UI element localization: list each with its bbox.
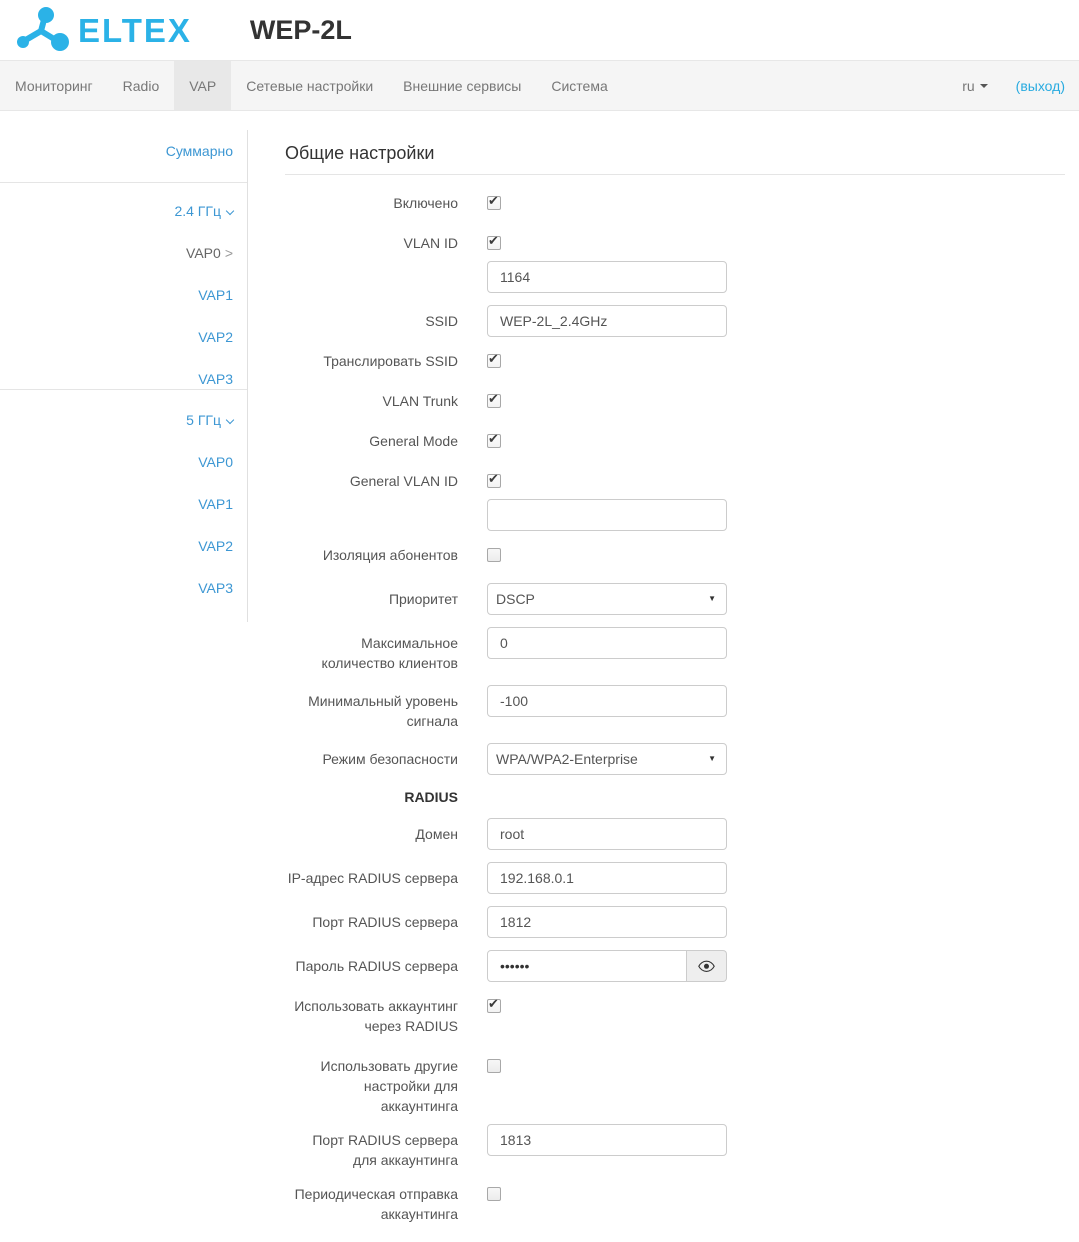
- field-label-min-signal: Минимальный уровень сигнала: [308, 693, 458, 729]
- app-header: [0, 0, 1079, 60]
- field-control: [487, 743, 727, 775]
- form-row-general-vlan-id: [285, 469, 1065, 491]
- language-dropdown[interactable]: [962, 78, 987, 94]
- nav-tabs: [0, 61, 623, 110]
- tab-system[interactable]: Система: [551, 77, 608, 94]
- select-caret-icon: ▼: [708, 594, 716, 603]
- field-control: [487, 950, 727, 982]
- text-input-general-vlan-id-value[interactable]: [487, 499, 727, 531]
- checkmark-icon: ✔: [488, 193, 499, 209]
- checkbox-enabled[interactable]: [487, 193, 501, 210]
- sidebar-item-vap1-5ghz[interactable]: [0, 494, 247, 514]
- form-row-domain: [285, 818, 1065, 850]
- password-input-radius-password[interactable]: [487, 950, 687, 982]
- form-row-radius-password: [285, 950, 1065, 982]
- field-label-radius-server-ip: IP-адрес RADIUS сервера: [287, 870, 458, 886]
- field-label-priority: Приоритет: [388, 591, 458, 607]
- sidebar-group-label: 2.4 ГГц: [174, 203, 221, 219]
- sidebar-item-label: VAP3: [198, 371, 233, 387]
- password-group: [487, 950, 727, 982]
- field-control: [487, 193, 501, 213]
- sidebar-item-label: VAP1: [198, 287, 233, 303]
- field-label-general-vlan-id: General VLAN ID: [349, 473, 458, 489]
- sidebar-item-label: VAP0: [186, 245, 221, 261]
- form-row-accounting-other-settings: [285, 1054, 1065, 1116]
- text-input-domain[interactable]: [487, 818, 727, 850]
- field-control: [487, 1056, 501, 1116]
- sidebar-group-header-2-4ghz[interactable]: [0, 201, 247, 221]
- vap-sidebar: [0, 130, 248, 622]
- brand-name: ELTEX: [78, 11, 192, 49]
- section-label-radius-section: RADIUS: [404, 789, 458, 805]
- field-control: [487, 1184, 501, 1224]
- form-row-general-vlan-id-value: [285, 499, 1065, 531]
- tab-vap[interactable]: VAP: [174, 61, 231, 110]
- checkbox-periodic-accounting[interactable]: [487, 1187, 501, 1201]
- chevron-right-icon: >: [224, 245, 233, 261]
- checkmark-icon: ✔: [488, 233, 499, 249]
- select-caret-icon: ▼: [708, 754, 716, 763]
- tab-radio[interactable]: Radio: [122, 77, 160, 94]
- form-row-vlan-id-value: [285, 261, 1065, 293]
- checkbox-accounting-other-settings[interactable]: [487, 1059, 501, 1073]
- field-label-vlan-trunk: VLAN Trunk: [382, 393, 458, 409]
- field-label-radius-accounting: Использовать аккаунтинг через RADIUS: [294, 998, 458, 1034]
- checkbox-broadcast-ssid[interactable]: [487, 351, 501, 368]
- field-label-accounting-other-settings: Использовать другие настройки для аккаунтинга: [320, 1058, 458, 1114]
- select-security-mode[interactable]: [487, 743, 727, 775]
- form-row-radius-server-port: [285, 906, 1065, 938]
- language-label: ru: [962, 77, 975, 94]
- logout-link[interactable]: (выход): [1015, 77, 1065, 94]
- form-row-accounting-port: [285, 1124, 1065, 1170]
- page-layout: [0, 111, 1079, 1242]
- field-control: [487, 627, 727, 673]
- checkbox-general-mode[interactable]: [487, 431, 501, 448]
- checkbox-radius-accounting[interactable]: [487, 996, 501, 1013]
- field-control: [487, 499, 727, 531]
- sidebar-item-vap3-2-4ghz[interactable]: [0, 369, 247, 389]
- sidebar-group-label: 5 ГГц: [186, 412, 221, 428]
- field-label-general-vlan-id-value: [285, 499, 458, 531]
- form-row-station-isolation: [285, 543, 1065, 565]
- text-input-max-clients[interactable]: [487, 627, 727, 659]
- field-label-radius-password: Пароль RADIUS сервера: [295, 958, 458, 974]
- field-control: [487, 685, 727, 731]
- sidebar-group-2-4ghz: [0, 201, 247, 389]
- field-label-radius-server-port: Порт RADIUS сервера: [312, 914, 458, 930]
- chevron-down-icon: [226, 416, 234, 424]
- show-password-button[interactable]: [687, 950, 727, 982]
- field-label-domain: Домен: [415, 826, 458, 842]
- field-label-accounting-port: Порт RADIUS сервера для аккаунтинга: [312, 1132, 458, 1168]
- form-row-ssid: [285, 305, 1065, 337]
- sidebar-item-label: VAP0: [198, 454, 233, 470]
- navbar-right: [962, 61, 1079, 110]
- sidebar-group-header-5ghz[interactable]: [0, 410, 247, 430]
- field-label-vlan-id-value: [285, 261, 458, 293]
- tab-monitoring[interactable]: Мониторинг: [15, 77, 93, 94]
- field-control: [487, 906, 727, 938]
- checkmark-icon: ✔: [488, 996, 499, 1012]
- field-label-enabled: Включено: [393, 195, 458, 211]
- form-row-general-mode: [285, 429, 1065, 451]
- field-control: [487, 305, 727, 337]
- checkbox-station-isolation[interactable]: [487, 548, 501, 562]
- form-row-radius-server-ip: [285, 862, 1065, 894]
- checkmark-icon: ✔: [488, 351, 499, 367]
- field-label-general-mode: General Mode: [369, 433, 458, 449]
- field-control: [487, 545, 501, 565]
- sidebar-item-vap1-2-4ghz[interactable]: [0, 285, 247, 305]
- sidebar-item-label: VAP2: [198, 538, 233, 554]
- sidebar-item-label: VAP1: [198, 496, 233, 512]
- text-input-accounting-port[interactable]: [487, 1124, 727, 1156]
- form-row-vlan-trunk: [285, 389, 1065, 411]
- field-control: [487, 862, 727, 894]
- field-control: [487, 818, 727, 850]
- form-row-enabled: [285, 191, 1065, 213]
- page-title: Общие настройки: [285, 143, 1065, 175]
- form-row-radius-accounting: [285, 994, 1065, 1036]
- select-priority[interactable]: [487, 583, 727, 615]
- checkmark-icon: ✔: [488, 391, 499, 407]
- form-row-periodic-accounting: [285, 1182, 1065, 1224]
- field-label-station-isolation: Изоляция абонентов: [322, 547, 458, 563]
- sidebar-item-label: VAP3: [198, 580, 233, 596]
- field-control: [487, 996, 501, 1036]
- field-label-periodic-accounting: Периодическая отправка аккаунтинга: [294, 1186, 458, 1222]
- form-row-radius-section: [285, 787, 1065, 807]
- sidebar-item-vap2-5ghz[interactable]: [0, 536, 247, 556]
- caret-down-icon: [980, 84, 988, 88]
- sidebar-item-vap0-2-4ghz[interactable]: [0, 243, 247, 263]
- general-settings-form: [285, 191, 1065, 1224]
- select-wrap: [487, 583, 727, 615]
- checkmark-icon: ✔: [488, 431, 499, 447]
- chevron-down-icon: [226, 207, 234, 215]
- sidebar-item-summary[interactable]: Суммарно: [165, 143, 233, 159]
- checkbox-vlan-id[interactable]: [487, 233, 501, 250]
- main-navbar: [0, 60, 1079, 111]
- form-row-max-clients: [285, 627, 1065, 673]
- form-row-broadcast-ssid: [285, 349, 1065, 371]
- form-row-min-signal: [285, 685, 1065, 731]
- sidebar-divider: [0, 389, 247, 390]
- form-row-priority: [285, 583, 1065, 615]
- text-input-radius-server-ip[interactable]: [487, 862, 727, 894]
- field-control: [487, 431, 501, 451]
- checkbox-general-vlan-id[interactable]: [487, 471, 501, 488]
- eye-icon: [698, 960, 715, 973]
- select-wrap: [487, 743, 727, 775]
- main-content: [248, 111, 1079, 1242]
- checkmark-icon: ✔: [488, 471, 499, 487]
- field-control: [487, 233, 501, 253]
- sidebar-item-vap2-2-4ghz[interactable]: [0, 327, 247, 347]
- field-label-max-clients: Максимальное количество клиентов: [321, 635, 458, 671]
- form-row-vlan-id: [285, 231, 1065, 253]
- field-control: [487, 471, 501, 491]
- field-label-security-mode: Режим безопасности: [322, 751, 458, 767]
- field-control: [487, 583, 727, 615]
- text-input-vlan-id-value[interactable]: [487, 261, 727, 293]
- field-control: [487, 391, 501, 411]
- sidebar-item-vap3-5ghz[interactable]: [0, 578, 247, 598]
- sidebar-item-vap0-5ghz[interactable]: [0, 452, 247, 472]
- field-control: [487, 261, 727, 293]
- field-control: [487, 1124, 727, 1170]
- text-input-min-signal[interactable]: [487, 685, 727, 717]
- tab-external-services[interactable]: Внешние сервисы: [403, 77, 522, 94]
- eltex-logo: [14, 4, 192, 57]
- field-label-ssid: SSID: [425, 313, 458, 329]
- tab-network-settings[interactable]: Сетевые настройки: [246, 77, 374, 94]
- field-label-broadcast-ssid: Транслировать SSID: [323, 353, 458, 369]
- product-title: WEP-2L: [249, 14, 352, 45]
- form-row-security-mode: [285, 743, 1065, 775]
- text-input-radius-server-port[interactable]: [487, 906, 727, 938]
- sidebar-item-label: VAP2: [198, 329, 233, 345]
- text-input-ssid[interactable]: [487, 305, 727, 337]
- field-control: [487, 351, 501, 371]
- field-label-vlan-id: VLAN ID: [403, 235, 458, 251]
- sidebar-divider: [0, 182, 247, 183]
- checkbox-vlan-trunk[interactable]: [487, 391, 501, 408]
- eltex-molecule-icon: [14, 4, 72, 57]
- sidebar-group-5ghz: [0, 410, 247, 598]
